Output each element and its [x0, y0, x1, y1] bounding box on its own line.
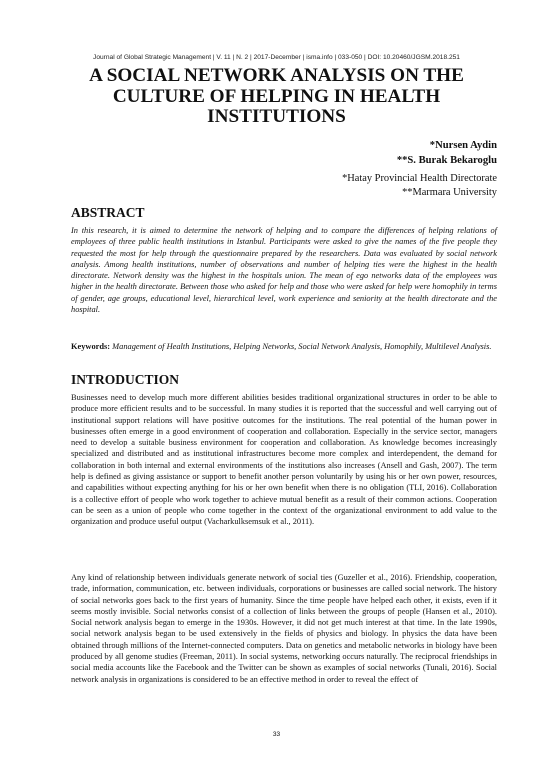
author-name: *Nursen Aydin: [429, 140, 497, 151]
introduction-paragraph-1: Businesses need to develop much more different abilities besides traditional organizational structures in order to be able to produce more efficient results and to be successful. In many studies it is reported that the successful and well carrying out of institutional support relations will have positive outcomes for the institutions. The real potential of the human power in businesses often emerge in a good environment of cooperation and collaboration. Especially in the service sector, managers need to develop a suitable business environment for cooperation and collaboration. As knowledge becomes increasingly specialized and distributed and as institutional infrastructures become more complex and interdependent, the demand for collaboration in both internal and external environments of the institutions also increases (Ansell and Gash, 2007). The term help is defined as giving assistance or support to benefit another person voluntarily by using his or her own power, resources, and capabilities without expecting anything for his or her own benefit when there is no obligation (TLI, 2016). Collaboration is a collective effort of people who work together to achieve mutual benefit as a result of their common actions. Cooperation can be seen as a union of people who come together in the context of the organizational environment to add value to the organization and produce useful output (Vacharkulksemsuk et al., 2011).: [71, 393, 497, 527]
keywords-label: Keywords:: [71, 342, 111, 351]
keywords: [71, 341, 497, 352]
author-list: [397, 138, 497, 168]
affiliation-list: [342, 172, 497, 200]
affiliation: **Marmara University: [402, 187, 497, 198]
running-head: Journal of Global Strategic Management | V. 11 | N. 2 | 2017-December | isma.info | 033-050 | DOI: 10.20460/JGSM.2018.251: [93, 54, 460, 61]
abstract-heading: ABSTRACT: [71, 205, 145, 220]
abstract-text: In this research, it is aimed to determine the network of helping and to compare the differences of helping relations of employees of three public health institutions in Istanbul. Participants were asked to give the names of the five people they requested the most for help through the questionnaire prepared by the researchers. Data was evaluated by social network analysis. Among health institutions, number of observations and number of helping ties were the highest in the health directorate. Network density was the highest in the hospitals union. The mean of ego networks data of the employees was higher in the health directorate. Between those who asked for help and those who were asked for help were homophily in terms of gender, age groups, educational level, hierarchical level, work experience and seniority at the health directorate and the hospital.: [71, 226, 497, 315]
introduction-heading: INTRODUCTION: [71, 372, 180, 387]
keywords-text: Management of Health Institutions, Helping Networks, Social Network Analysis, Homophily, Multilevel Analysis.: [110, 342, 492, 351]
author-name: **S. Burak Bekaroglu: [396, 155, 497, 166]
affiliation: *Hatay Provincial Health Directorate: [342, 173, 497, 184]
page-number: 33: [272, 731, 281, 738]
introduction-paragraph-2: Any kind of relationship between individuals generate network of social ties (Guzeller et al., 2016). Friendship, cooperation, trade, information, communication, etc. between individuals, corporations or businesses are called social network. The history of social networks goes back to the first years of humanity. Since the time people have helped each other, it exists, even if it seems mostly invisible. Social networks consist of a collection of links between the groups of people (Hansen et al., 2010). Social network analysis began to emerge in the 1930s. However, it did not get much interest at that time. In the late 1990s, social network analysis began to be used extensively in the fields of physics and biology. In physics the data have been obtained through millions of the Internet-connected computers. Data on genetics and metabolic networks in biology have been produced by all genome studies (Freeman, 2011). In social systems, networking occurs naturally. The reciprocal friendships in social media accounts like the Facebook and the Twitter can be shown as examples of social networks (Tunali, 2016). Social network analysis in organizations is considered to be an effective method in order to reveal the effect of: [71, 573, 497, 684]
paper-title: A SOCIAL NETWORK ANALYSIS ON THE CULTURE OF HELPING IN HEALTH INSTITUTIONS: [89, 65, 464, 127]
